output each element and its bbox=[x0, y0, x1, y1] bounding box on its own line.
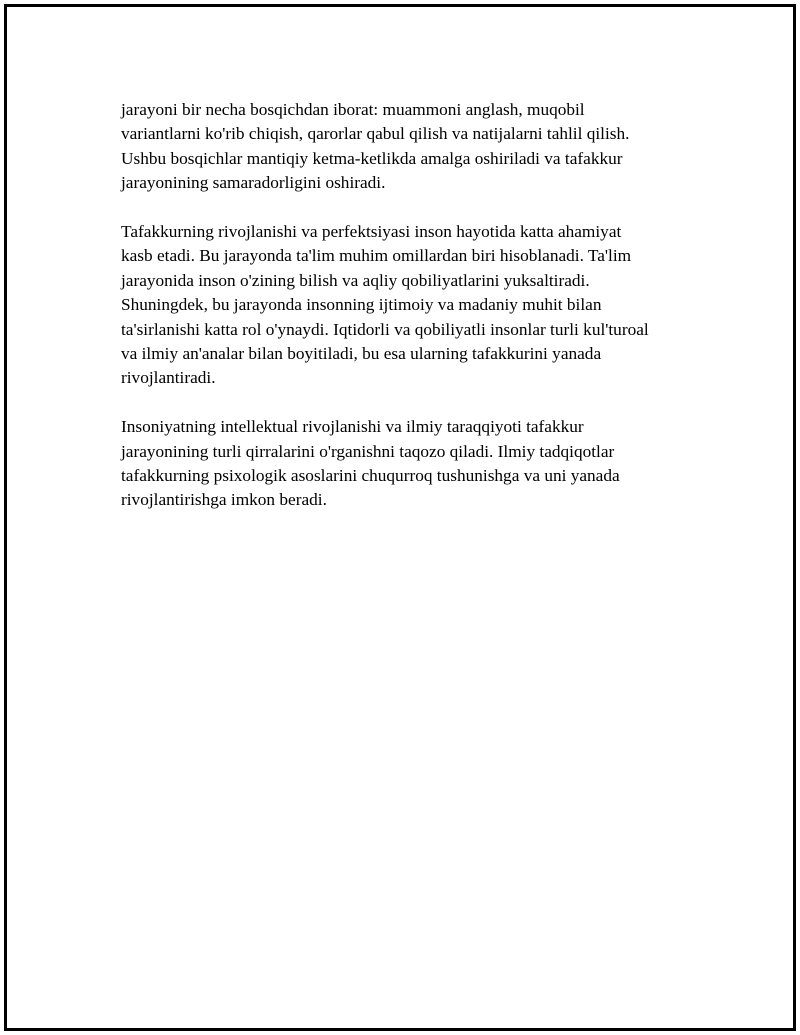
text-line: Tafakkurning rivojlanishi va perfektsiyasi inson hayotida katta ahamiyat bbox=[121, 222, 622, 242]
text-line: tafakkurning psixologik asoslarini chuqurroq tushunishga va uni yanada bbox=[121, 466, 620, 486]
text-line: Shuningdek, bu jarayonda insonning ijtimoiy va madaniy muhit bilan bbox=[121, 295, 602, 315]
text-line: Ushbu bosqichlar mantiqiy ketma-ketlikda amalga oshiriladi va tafakkur bbox=[121, 148, 623, 168]
text-line: jarayonida inson o'zining bilish va aqliy qobiliyatlarini yuksaltiradi. bbox=[121, 270, 590, 290]
text-line: kasb etadi. Bu jarayonda ta'lim muhim omillardan biri hisoblanadi. Ta'lim bbox=[121, 246, 632, 266]
paragraph-3 bbox=[121, 415, 701, 513]
text-line: Insoniyatning intellektual rivojlanishi va ilmiy taraqqiyoti tafakkur bbox=[121, 417, 584, 437]
text-line: rivojlantirishga imkon beradi. bbox=[121, 490, 327, 510]
text-line: jarayonining samaradorligini oshiradi. bbox=[121, 173, 386, 193]
document-body bbox=[121, 98, 701, 537]
paragraph-1 bbox=[121, 98, 701, 196]
page-frame bbox=[4, 4, 796, 1031]
text-line: variantlarni ko'rib chiqish, qarorlar qabul qilish va natijalarni tahlil qilish. bbox=[121, 124, 630, 144]
paragraph-2 bbox=[121, 220, 701, 391]
text-line: jarayonining turli qirralarini o'rganishni taqozo qiladi. Ilmiy tadqiqotlar bbox=[121, 441, 615, 461]
text-line: rivojlantiradi. bbox=[121, 368, 216, 388]
text-line: va ilmiy an'analar bilan boyitiladi, bu esa ularning tafakkurini yanada bbox=[121, 344, 602, 364]
text-line: jarayoni bir necha bosqichdan iborat: muammoni anglash, muqobil bbox=[121, 100, 585, 119]
text-line: ta'sirlanishi katta rol o'ynaydi. Iqtidorli va qobiliyatli insonlar turli kul'turoal bbox=[121, 319, 649, 339]
